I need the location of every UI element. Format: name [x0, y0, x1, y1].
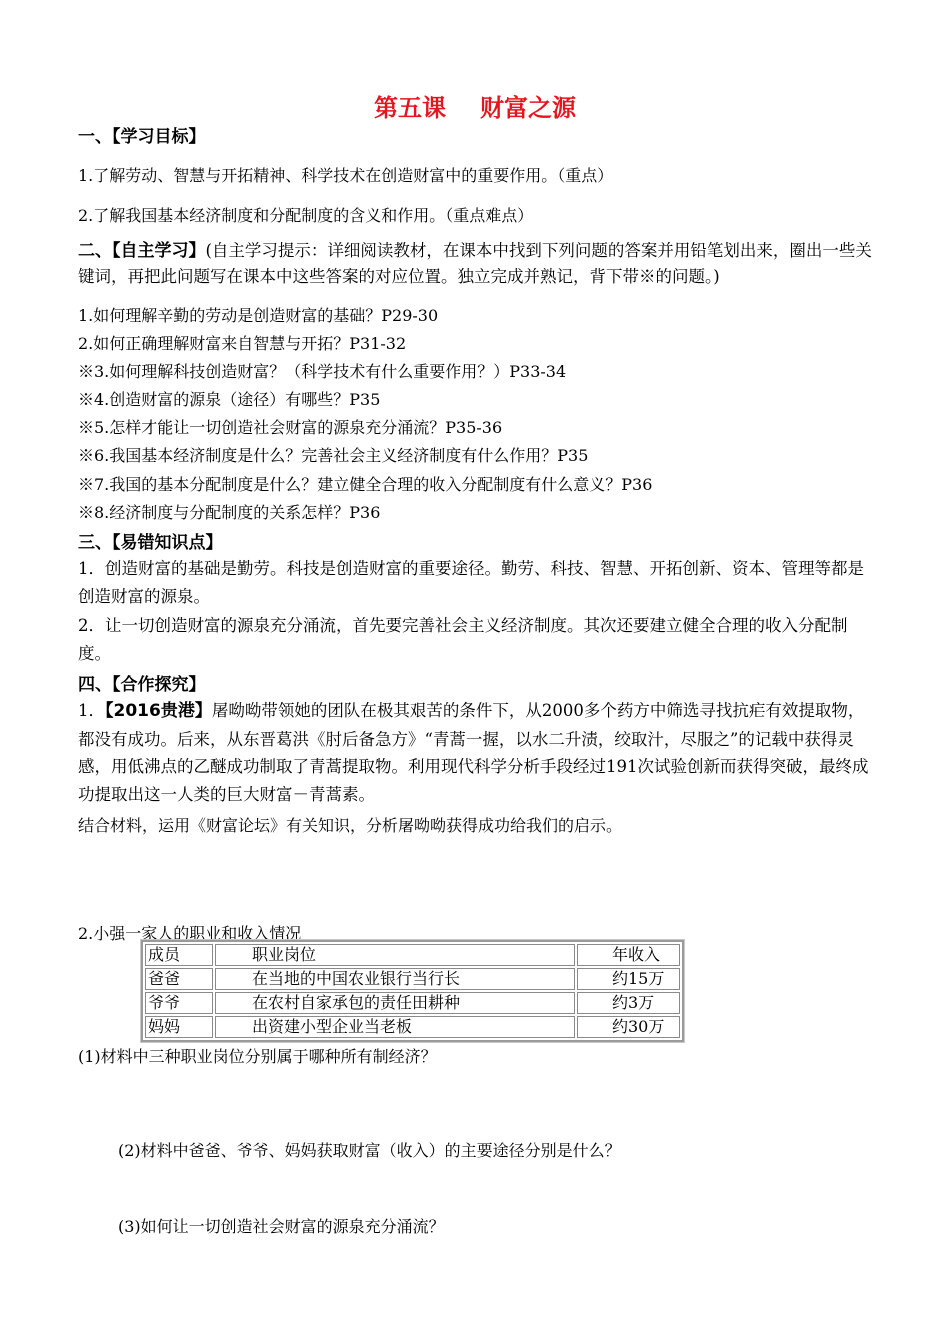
- lesson-name: 财富之源: [480, 94, 576, 122]
- table-row: [145, 1016, 680, 1038]
- section-self-study-heading: 二、【自主学习】: [78, 241, 206, 261]
- question-1-material: [78, 697, 878, 808]
- cell-job: 在农村自家承包的责任田耕种: [215, 992, 575, 1014]
- question-1-task: 结合材料，运用《财富论坛》有关知识，分析屠呦呦获得成功给我们的启示。: [78, 816, 623, 835]
- question-1-source-tag: 【2016贵港】: [105, 701, 212, 721]
- section-objectives-heading: 一、【学习目标】: [78, 127, 206, 147]
- cell-income: 约30万: [577, 1016, 680, 1038]
- study-question: ※4.创造财富的源泉（途径）有哪些？P35: [78, 390, 381, 409]
- question-1-number: 1．: [78, 701, 105, 720]
- header-member: 成员: [145, 944, 213, 966]
- study-question: ※8.经济制度与分配制度的关系怎样？P36: [78, 503, 381, 522]
- self-study-hint: (自主学习提示：详细阅读教材，在课本中找到下列问题的答案并用铅笔划出来，圈出一些关键词，再把此问题写在课本中这些答案的对应位置。独立完成并熟记，背下带※的问题。): [78, 241, 872, 286]
- study-question: ※5.怎样才能让一切创造社会财富的源泉充分涌流？P35-36: [78, 418, 503, 437]
- question-1-text: 屠呦呦带领她的团队在极其艰苦的条件下，从2000多个药方中筛选寻找抗疟有效提取物，都没有成功。后来，从东晋葛洪《肘后备急方》“青蒿一握，以水二升渍，绞取汁，尽服之”的记载中获得灵感，用低沸点的乙醚成功制取了青蒿提取物。利用现代科学分析手段经过191次试验创新而获得突破，最终成功提取出这一人类的巨大财富－青蒿素。: [78, 701, 869, 804]
- table-header-row: [145, 944, 680, 966]
- header-income: 年收入: [577, 944, 680, 966]
- question-2-sub-1: (1)材料中三种职业岗位分别属于哪种所有制经济？: [78, 1047, 437, 1066]
- question-2-sub-2: (2)材料中爸爸、爷爷、妈妈获取财富（收入）的主要途径分别是什么？: [118, 1141, 621, 1160]
- mistake-point: 1．创造财富的基础是勤劳。科技是创造财富的重要途径。勤劳、科技、智慧、开拓创新、资本、管理等都是创造财富的源泉。: [78, 559, 864, 606]
- cell-income: 约15万: [577, 968, 680, 990]
- self-study-intro: [78, 238, 878, 289]
- cell-member: 爷爷: [145, 992, 213, 1014]
- family-income-table: [141, 940, 684, 1042]
- section-mistakes-heading: 三、【易错知识点】: [78, 533, 223, 553]
- cell-income: 约3万: [577, 992, 680, 1014]
- table-row: [145, 992, 680, 1014]
- objective-item: 2.了解我国基本经济制度和分配制度的含义和作用。（重点难点）: [78, 206, 534, 225]
- study-question: ※7.我国的基本分配制度是什么？建立健全合理的收入分配制度有什么意义？P36: [78, 475, 653, 494]
- page-title: [0, 88, 950, 123]
- cell-member: 爸爸: [145, 968, 213, 990]
- lesson-number: 第五课: [374, 94, 446, 122]
- question-2-intro: 2.小强一家人的职业和收入情况: [78, 924, 302, 943]
- study-question: ※6.我国基本经济制度是什么？完善社会主义经济制度有什么作用？P35: [78, 446, 589, 465]
- section-cooperation-heading: 四、【合作探究】: [78, 675, 206, 695]
- cell-job: 在当地的中国农业银行当行长: [215, 968, 575, 990]
- header-job: 职业岗位: [215, 944, 575, 966]
- objective-item: 1.了解劳动、智慧与开拓精神、科学技术在创造财富中的重要作用。（重点）: [78, 166, 614, 185]
- study-question: 2.如何正确理解财富来自智慧与开拓？P31-32: [78, 334, 407, 353]
- table-row: [145, 968, 680, 990]
- question-2-sub-3: (3)如何让一切创造社会财富的源泉充分涌流？: [118, 1217, 445, 1236]
- study-question: ※3.如何理解科技创造财富？（科学技术有什么重要作用？）P33-34: [78, 362, 567, 381]
- cell-job: 出资建小型企业当老板: [215, 1016, 575, 1038]
- mistake-point: 2．让一切创造财富的源泉充分涌流，首先要完善社会主义经济制度。其次还要建立健全合理的收入分配制度。: [78, 616, 848, 663]
- study-question: 1.如何理解辛勤的劳动是创造财富的基础？P29-30: [78, 306, 439, 325]
- cell-member: 妈妈: [145, 1016, 213, 1038]
